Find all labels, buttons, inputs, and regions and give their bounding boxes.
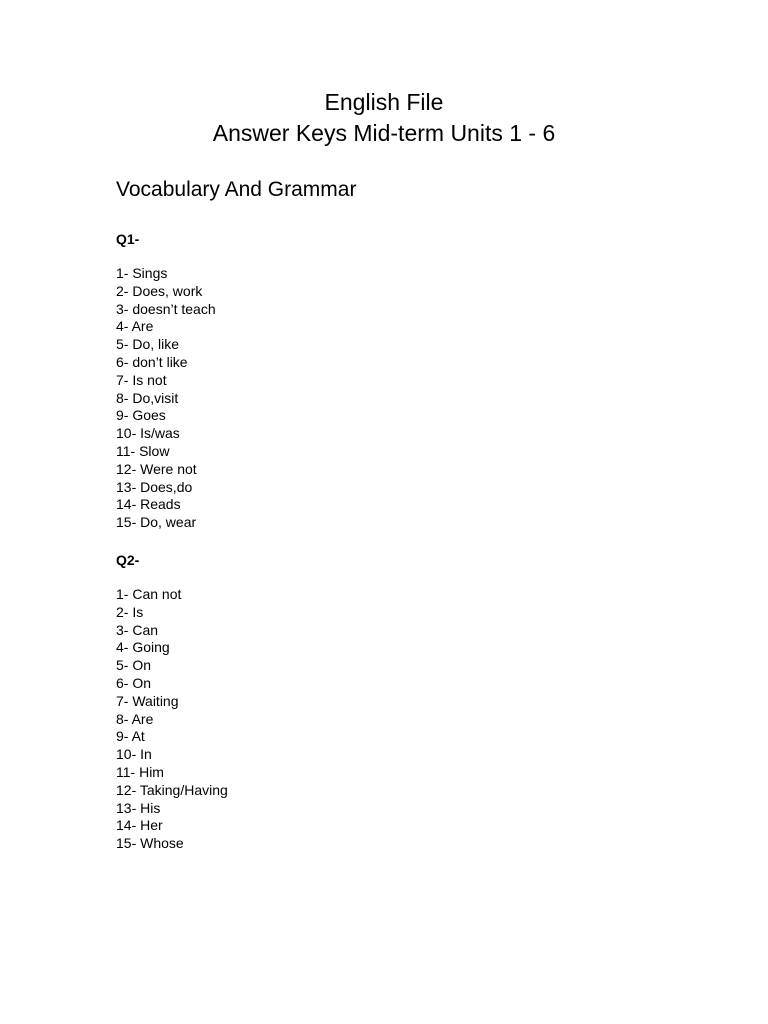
question-2 xyxy=(116,551,228,853)
answer-item: 5- On xyxy=(116,657,152,674)
answer-item: 14- Her xyxy=(116,817,163,834)
answer-list xyxy=(116,586,228,853)
answer-item: 10- Is/was xyxy=(116,425,180,442)
answer-item: 3- doesn’t teach xyxy=(116,300,216,317)
answer-item: 5- Do, like xyxy=(116,336,180,353)
answer-list xyxy=(116,265,216,532)
answer-item: 2- Does, work xyxy=(116,282,203,299)
section-heading: Vocabulary And Grammar xyxy=(116,178,357,201)
question-label: Q2- xyxy=(116,552,140,568)
answer-item: 12- Were not xyxy=(116,460,197,477)
answer-item: 9- At xyxy=(116,728,145,745)
answer-item: 15- Whose xyxy=(116,835,184,852)
answer-item: 7- Is not xyxy=(116,371,167,388)
answer-item: 9- Goes xyxy=(116,407,166,424)
answer-item: 1- Sings xyxy=(116,265,168,281)
answer-item: 15- Do, wear xyxy=(116,514,197,531)
answer-item: 14- Reads xyxy=(116,496,181,513)
question-label: Q1- xyxy=(116,231,140,247)
title-line-1: English File xyxy=(324,89,444,115)
answer-item: 6- don’t like xyxy=(116,353,188,370)
answer-item: 11- Him xyxy=(116,763,164,780)
answer-item: 6- On xyxy=(116,674,152,691)
answer-item: 12- Taking/Having xyxy=(116,781,228,798)
answer-item: 8- Do,visit xyxy=(116,389,179,406)
answer-item: 1- Can not xyxy=(116,586,182,602)
answer-item: 13- Does,do xyxy=(116,478,193,495)
answer-item: 2- Is xyxy=(116,603,144,620)
answer-item: 13- His xyxy=(116,799,161,816)
document-title xyxy=(0,87,768,149)
answer-item: 4- Going xyxy=(116,639,170,656)
title-line-2: Answer Keys Mid-term Units 1 - 6 xyxy=(212,120,556,146)
question-1 xyxy=(116,230,216,532)
answer-item: 4- Are xyxy=(116,318,154,335)
answer-item: 8- Are xyxy=(116,710,154,727)
answer-item: 10- In xyxy=(116,746,152,763)
answer-item: 3- Can xyxy=(116,621,159,638)
answer-item: 7- Waiting xyxy=(116,692,179,709)
answer-item: 11- Slow xyxy=(116,442,170,459)
